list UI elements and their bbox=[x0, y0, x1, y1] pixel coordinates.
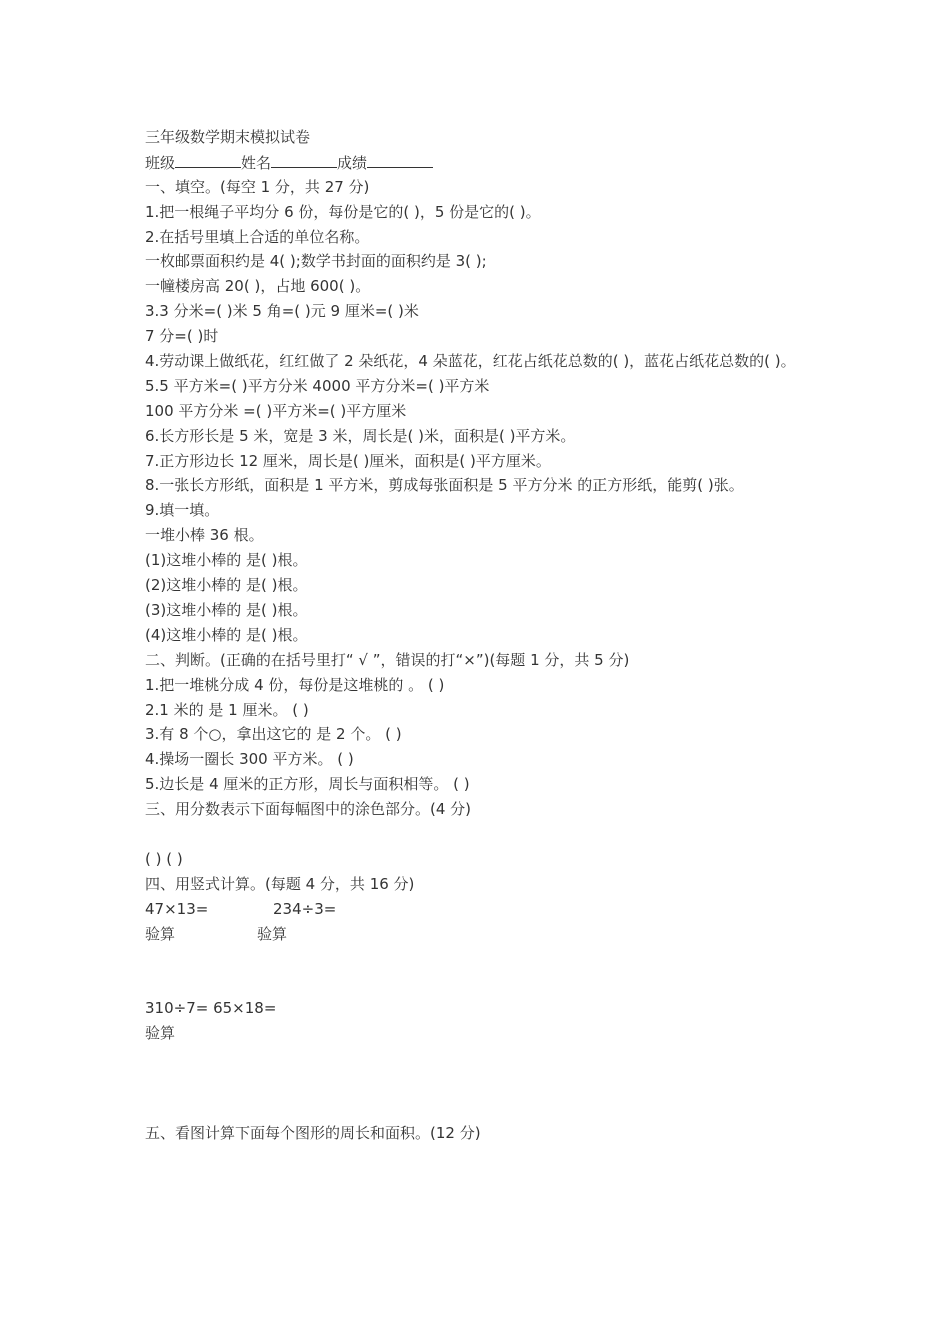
student-info-row bbox=[145, 150, 825, 175]
question-line: 8.一张长方形纸，面积是 1 平方米，剪成每张面积是 5 平方分米 的正方形纸，能剪( )张。 bbox=[145, 476, 744, 495]
calc-expression: 47×13= bbox=[145, 899, 209, 918]
question-4: 4.劳动课上做纸花，红红做了 2 朵纸花，4 朵蓝花，红花占纸花总数的( )，蓝花占纸花总数的( )。 bbox=[145, 352, 796, 371]
section3-heading: 三、用分数表示下面每幅图中的涂色部分。(4 分) bbox=[145, 800, 472, 819]
judgement-line: 1.把一堆桃分成 4 份，每份是这堆桃的 。 ( ) bbox=[145, 675, 445, 694]
score-blank[interactable] bbox=[367, 150, 433, 168]
question-line: (4)这堆小棒的 是( )根。 bbox=[145, 625, 308, 644]
question-line: 100 平方分米 =( )平方米=( )平方厘米 bbox=[145, 401, 407, 420]
question-line: 一堆小棒 36 根。 bbox=[145, 526, 264, 545]
check-row-1 bbox=[145, 922, 825, 947]
section4-heading: 四、用竖式计算。(每题 4 分，共 16 分) bbox=[145, 874, 415, 893]
question-line: 3.3 分米=( )米 5 角=( )元 9 厘米=( )米 bbox=[145, 302, 419, 321]
fraction-answers: ( ) ( ) bbox=[145, 849, 183, 868]
check-label: 验算 bbox=[257, 924, 288, 943]
class-label: 班级 bbox=[145, 153, 176, 172]
name-blank[interactable] bbox=[271, 150, 337, 168]
judgement-line: 2.1 米的 是 1 厘米。 ( ) bbox=[145, 700, 309, 719]
calc-expression: 234÷3= bbox=[273, 899, 337, 918]
question-line: 一枚邮票面积约是 4( );数学书封面的面积约是 3( ); bbox=[145, 252, 487, 271]
question-line: 2.在括号里填上合适的单位名称。 bbox=[145, 227, 370, 246]
calc-row-1 bbox=[145, 897, 825, 922]
judgement-line: 4.操场一圈长 300 平方米。 ( ) bbox=[145, 750, 354, 769]
calc-row-2: 310÷7= 65×18= bbox=[145, 999, 277, 1018]
question-line: 6.长方形长是 5 米，宽是 3 米，周长是( )米，面积是( )平方米。 bbox=[145, 426, 576, 445]
question-line: 7.正方形边长 12 厘米，周长是( )厘米，面积是( )平方厘米。 bbox=[145, 451, 551, 470]
exam-title: 三年级数学期末模拟试卷 bbox=[145, 128, 311, 146]
section5-heading: 五、看图计算下面每个图形的周长和面积。(12 分) bbox=[145, 1123, 481, 1142]
question-line: (1)这堆小棒的 是( )根。 bbox=[145, 551, 308, 570]
class-blank[interactable] bbox=[175, 150, 241, 168]
judgement-line: 3.有 8 个○，拿出这它的 是 2 个。 ( ) bbox=[145, 725, 402, 744]
question-line: (3)这堆小棒的 是( )根。 bbox=[145, 600, 308, 619]
question-line: 一幢楼房高 20( )，占地 600( )。 bbox=[145, 277, 371, 296]
question-line: 7 分=( )时 bbox=[145, 327, 219, 346]
question-line: 9.填一填。 bbox=[145, 501, 220, 520]
score-label: 成绩 bbox=[337, 153, 368, 172]
check-label: 验算 bbox=[145, 924, 176, 943]
section1-heading: 一、填空。(每空 1 分，共 27 分) bbox=[145, 177, 370, 196]
question-line: 1.把一根绳子平均分 6 份，每份是它的( )，5 份是它的( )。 bbox=[145, 202, 541, 221]
name-label: 姓名 bbox=[241, 153, 272, 172]
check-row-2: 验算 bbox=[145, 1024, 176, 1043]
question-line: 5.5 平方米=( )平方分米 4000 平方分米=( )平方米 bbox=[145, 376, 490, 395]
exam-page bbox=[145, 125, 825, 1146]
judgement-line: 5.边长是 4 厘米的正方形，周长与面积相等。 ( ) bbox=[145, 775, 470, 794]
question-line: (2)这堆小棒的 是( )根。 bbox=[145, 576, 308, 595]
section2-heading: 二、判断。(正确的在括号里打“ √ ”，错误的打“×”)(每题 1 分，共 5 分) bbox=[145, 650, 630, 669]
